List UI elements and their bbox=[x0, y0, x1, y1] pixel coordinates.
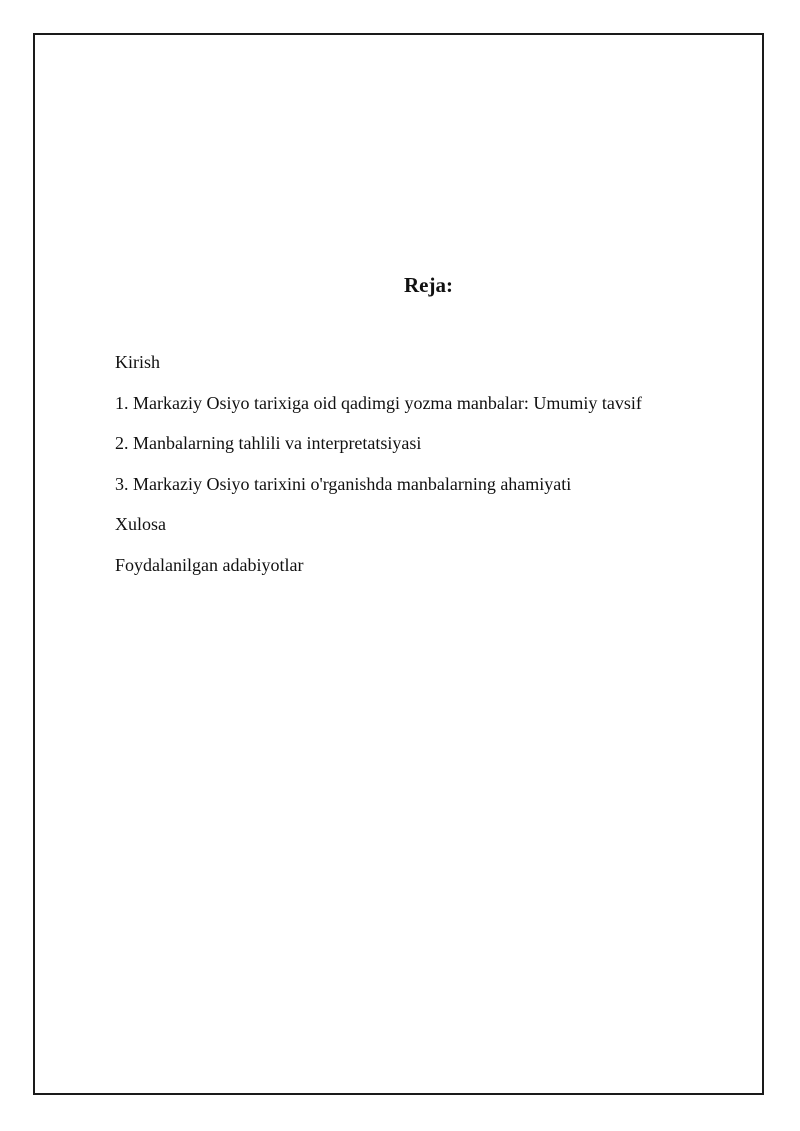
toc-item-introduction: Kirish bbox=[115, 352, 160, 372]
table-of-contents bbox=[115, 351, 642, 594]
toc-item-section-2: 2. Manbalarning tahlili va interpretatsiyasi bbox=[115, 433, 422, 453]
toc-item-references: Foydalanilgan adabiyotlar bbox=[115, 554, 304, 575]
page-title: Reja: bbox=[404, 273, 453, 297]
toc-item-conclusion: Xulosa bbox=[115, 514, 166, 534]
toc-item-section-1: 1. Markaziy Osiyo tarixiga oid qadimgi yozma manbalar: Umumiy tavsif bbox=[115, 392, 642, 413]
toc-item-section-3: 3. Markaziy Osiyo tarixini o'rganishda manbalarning ahamiyati bbox=[115, 473, 572, 494]
